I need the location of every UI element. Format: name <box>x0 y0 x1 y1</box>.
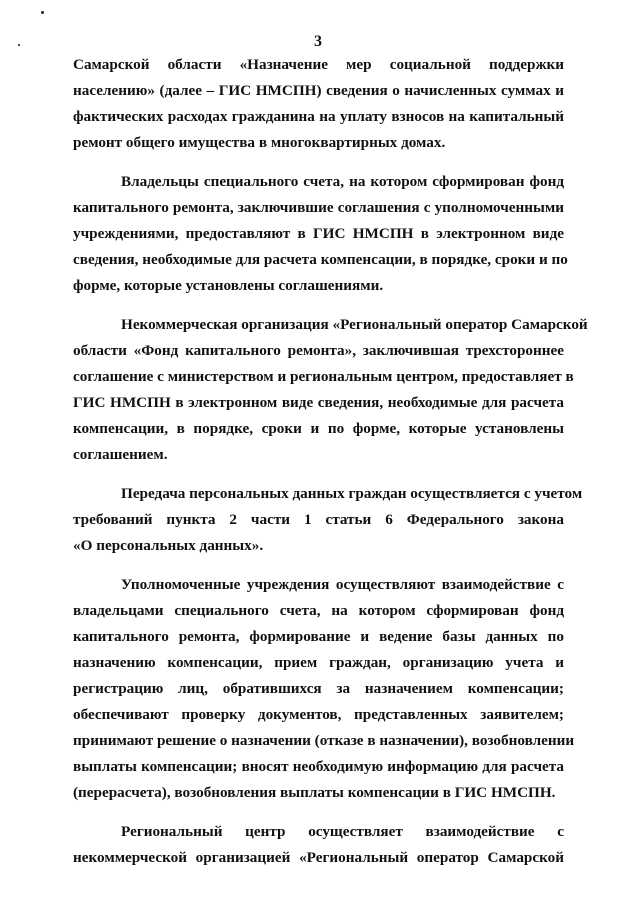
text-line: Владельцы специального счета, на котором сформирован фонд <box>121 172 564 190</box>
paragraph-spacer <box>73 559 564 572</box>
page-number: 3 <box>314 33 322 50</box>
paragraph <box>73 481 583 559</box>
paragraph <box>73 312 588 469</box>
paragraph-spacer <box>73 807 564 820</box>
paragraph-spacer <box>73 299 564 312</box>
text-line: (перерасчета), возобновления выплаты компенсации в ГИС НМСПН. <box>73 784 556 802</box>
text-line: выплаты компенсации; вносят необходимую информацию для расчета <box>73 758 564 776</box>
text-line: Уполномоченные учреждения осуществляют взаимодействие с <box>121 575 564 593</box>
text-line: капитального ремонта, заключившие соглашения с уполномоченными <box>73 198 564 216</box>
text-line: «О персональных данных». <box>73 537 264 555</box>
text-line: форме, которые установлены соглашениями. <box>73 277 384 295</box>
text-line: населению» (далее – ГИС НМСПН) сведения о начисленных суммах и <box>73 82 564 100</box>
scan-speck <box>41 11 44 14</box>
text-line: регистрацию лиц, обратившихся за назначением компенсации; <box>73 680 564 698</box>
text-line: учреждениями, предоставляют в ГИС НМСПН в электронном виде <box>73 225 564 243</box>
text-line: ремонт общего имущества в многоквартирных домах. <box>73 134 446 152</box>
text-line: Самарской области «Назначение мер социальной поддержки <box>73 56 564 73</box>
paragraph-spacer <box>73 468 564 481</box>
text-line: Некоммерческая организация «Региональный оператор Самарской <box>121 315 588 333</box>
text-line: владельцами специального счета, на котором сформирован фонд <box>73 601 564 619</box>
paragraph <box>73 819 564 871</box>
text-line: некоммерческой организацией «Региональный оператор Самарской <box>73 849 564 867</box>
text-line: обеспечивают проверку документов, представленных заявителем; <box>73 706 564 724</box>
text-line: соглашением. <box>73 446 168 464</box>
text-line: капитального ремонта, формирование и ведение базы данных по <box>73 627 564 645</box>
text-line: компенсации, в порядке, сроки и по форме, которые установлены <box>73 420 564 438</box>
text-line: Региональный центр осуществляет взаимодействие с <box>121 823 564 841</box>
text-line: требований пункта 2 части 1 статьи 6 Федерального закона <box>73 511 564 528</box>
text-line: ГИС НМСПН в электронном виде сведения, необходимые для расчета <box>73 394 564 412</box>
paragraph <box>73 169 568 299</box>
text-line: области «Фонд капитального ремонта», заключившая трехстороннее <box>73 341 564 359</box>
text-line: Передача персональных данных граждан осуществляется с учетом <box>121 484 583 502</box>
text-line: соглашение с министерством и региональным центром, предоставляет в <box>73 368 574 386</box>
paragraph <box>73 52 564 156</box>
text-line: принимают решение о назначении (отказе в назначении), возобновлении <box>73 732 575 750</box>
document-body <box>73 52 588 871</box>
text-line: назначению компенсации, прием граждан, организацию учета и <box>73 653 564 671</box>
text-line: сведения, необходимые для расчета компенсации, в порядке, сроки и по <box>73 251 568 269</box>
paragraph <box>73 572 575 807</box>
text-line: фактических расходах гражданина на уплату взносов на капитальный <box>73 108 564 126</box>
paragraph-spacer <box>73 156 564 169</box>
